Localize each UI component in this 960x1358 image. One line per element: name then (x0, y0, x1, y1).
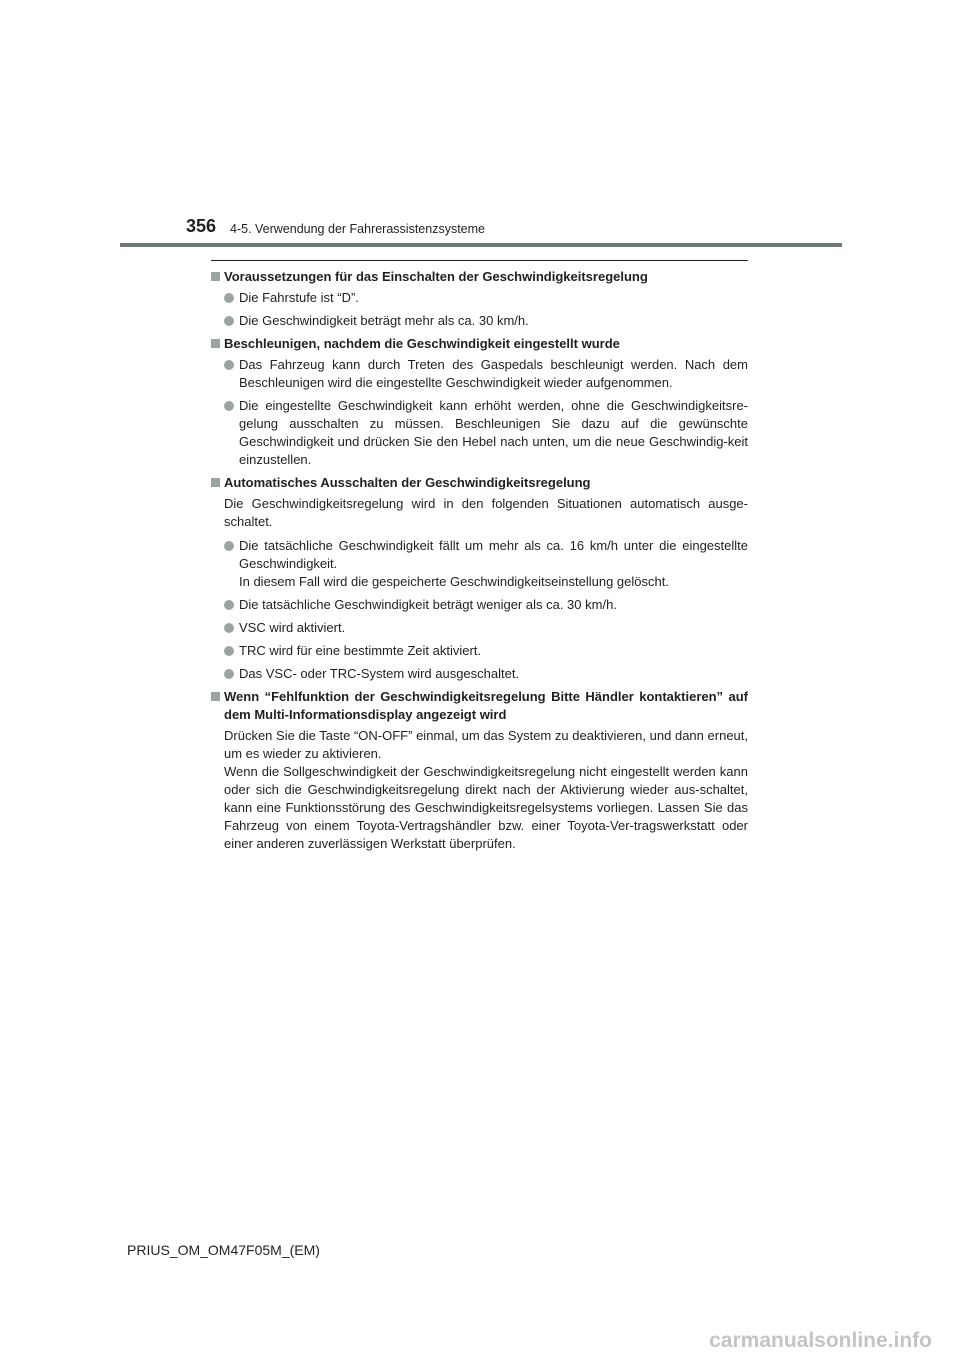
list-item (224, 642, 748, 660)
list-item-text (239, 397, 748, 469)
section-malfunction (211, 688, 748, 853)
list-item-line: Das VSC- oder TRC-System wird ausgeschaltet. (239, 666, 520, 681)
list-item-line: Die Fahrstufe ist “D”. (239, 290, 359, 305)
circle-bullet-icon (224, 541, 234, 551)
list-item (224, 596, 748, 614)
circle-bullet-icon (224, 600, 234, 610)
list-item-line: In diesem Fall wird die gespeicherte Geschwindigkeitseinstellung gelöscht. (239, 574, 669, 589)
document-code: PRIUS_OM_OM47F05M_(EM) (127, 1242, 320, 1258)
square-bullet-icon (211, 339, 220, 348)
square-bullet-icon (211, 478, 220, 487)
circle-bullet-icon (224, 360, 234, 370)
square-bullet-icon (211, 692, 220, 701)
circle-bullet-icon (224, 293, 234, 303)
section-conditions (211, 268, 748, 330)
watermark: carmanualsonline.info (709, 1329, 932, 1352)
circle-bullet-icon (224, 623, 234, 633)
section-heading-text: Voraussetzungen für das Einschalten der Geschwindigkeitsregelung (224, 269, 648, 284)
list-item-line: Die eingestellte Geschwindigkeit kann erhöht werden, ohne die Geschwindigkeitsre-gelung ausschalten zu müssen. Beschleunigen Sie dazu auf die gewünschte Geschwindigkeit und drücken Sie den Hebel nach unten, um die neue Geschwindig-keit einzustellen. (239, 398, 748, 467)
list-item-text (239, 596, 748, 614)
section-heading-text: Wenn “Fehlfunktion der Geschwindigkeitsregelung Bitte Händler kontaktieren” auf dem Multi-Informationsdisplay angezeigt wird (224, 689, 748, 722)
section-intro (224, 727, 748, 853)
list-item (224, 397, 748, 469)
section-heading (211, 335, 748, 353)
list-item-text (239, 665, 748, 683)
list-item-line: TRC wird für eine bestimmte Zeit aktiviert. (239, 643, 482, 658)
section-heading (211, 268, 748, 286)
list-item (224, 665, 748, 683)
list-item-text (239, 312, 748, 330)
list-item-line: VSC wird aktiviert. (239, 620, 346, 635)
list-item (224, 312, 748, 330)
list-item (224, 537, 748, 591)
list-item-text (239, 289, 748, 307)
section-heading-text: Beschleunigen, nachdem die Geschwindigkeit eingestellt wurde (224, 336, 620, 351)
paragraph-line: Drücken Sie die Taste “ON-OFF” einmal, um das System zu deaktivieren, und dann erneut, um es wieder zu aktivieren. (224, 728, 748, 761)
section-heading (211, 474, 748, 492)
header-rule (120, 243, 842, 247)
list-item (224, 289, 748, 307)
list-item-text (239, 356, 748, 392)
list-item-line: Das Fahrzeug kann durch Treten des Gaspedals beschleunigt werden. Nach dem Beschleunigen wird die eingestellte Geschwindigkeit wieder aufgenommen. (239, 357, 748, 390)
list-item-line: Die tatsächliche Geschwindigkeit fällt um mehr als ca. 16 km/h unter die eingestellte Geschwindigkeit. (239, 538, 748, 571)
list-item-line: Die tatsächliche Geschwindigkeit beträgt weniger als ca. 30 km/h. (239, 597, 617, 612)
section-title: 4-5. Verwendung der Fahrerassistenzsysteme (230, 222, 485, 236)
square-bullet-icon (211, 272, 220, 281)
section-heading-text: Automatisches Ausschalten der Geschwindigkeitsregelung (224, 475, 591, 490)
list-item-line: Die Geschwindigkeit beträgt mehr als ca. 30 km/h. (239, 313, 529, 328)
list-item-text (239, 537, 748, 591)
section-heading (211, 688, 748, 724)
list-item-text (239, 619, 748, 637)
paragraph-line: Wenn die Sollgeschwindigkeit der Geschwindigkeitsregelung nicht eingestellt werden kann oder sich die Geschwindigkeitsregelung direkt nach der Aktivierung wieder aus-schaltet, kann eine Funktionsstörung des Geschwindigkeitsregelsystems vorliegen. Lassen Sie das Fahrzeug von einem Toyota-Vertragshändler bzw. einer Toyota-Ver-tragswerkstatt oder einer anderen zuverlässigen Werkstatt überprüfen. (224, 764, 748, 851)
section-auto-cancel (211, 474, 748, 683)
circle-bullet-icon (224, 646, 234, 656)
section-intro: Die Geschwindigkeitsregelung wird in den folgenden Situationen automatisch ausge-schaltet. (224, 496, 748, 529)
circle-bullet-icon (224, 401, 234, 411)
section-accelerating (211, 335, 748, 469)
page-number: 356 (186, 216, 217, 236)
list-item (224, 356, 748, 392)
circle-bullet-icon (224, 669, 234, 679)
list-item-text (239, 642, 748, 660)
circle-bullet-icon (224, 316, 234, 326)
list-item (224, 619, 748, 637)
page-content (211, 260, 748, 859)
